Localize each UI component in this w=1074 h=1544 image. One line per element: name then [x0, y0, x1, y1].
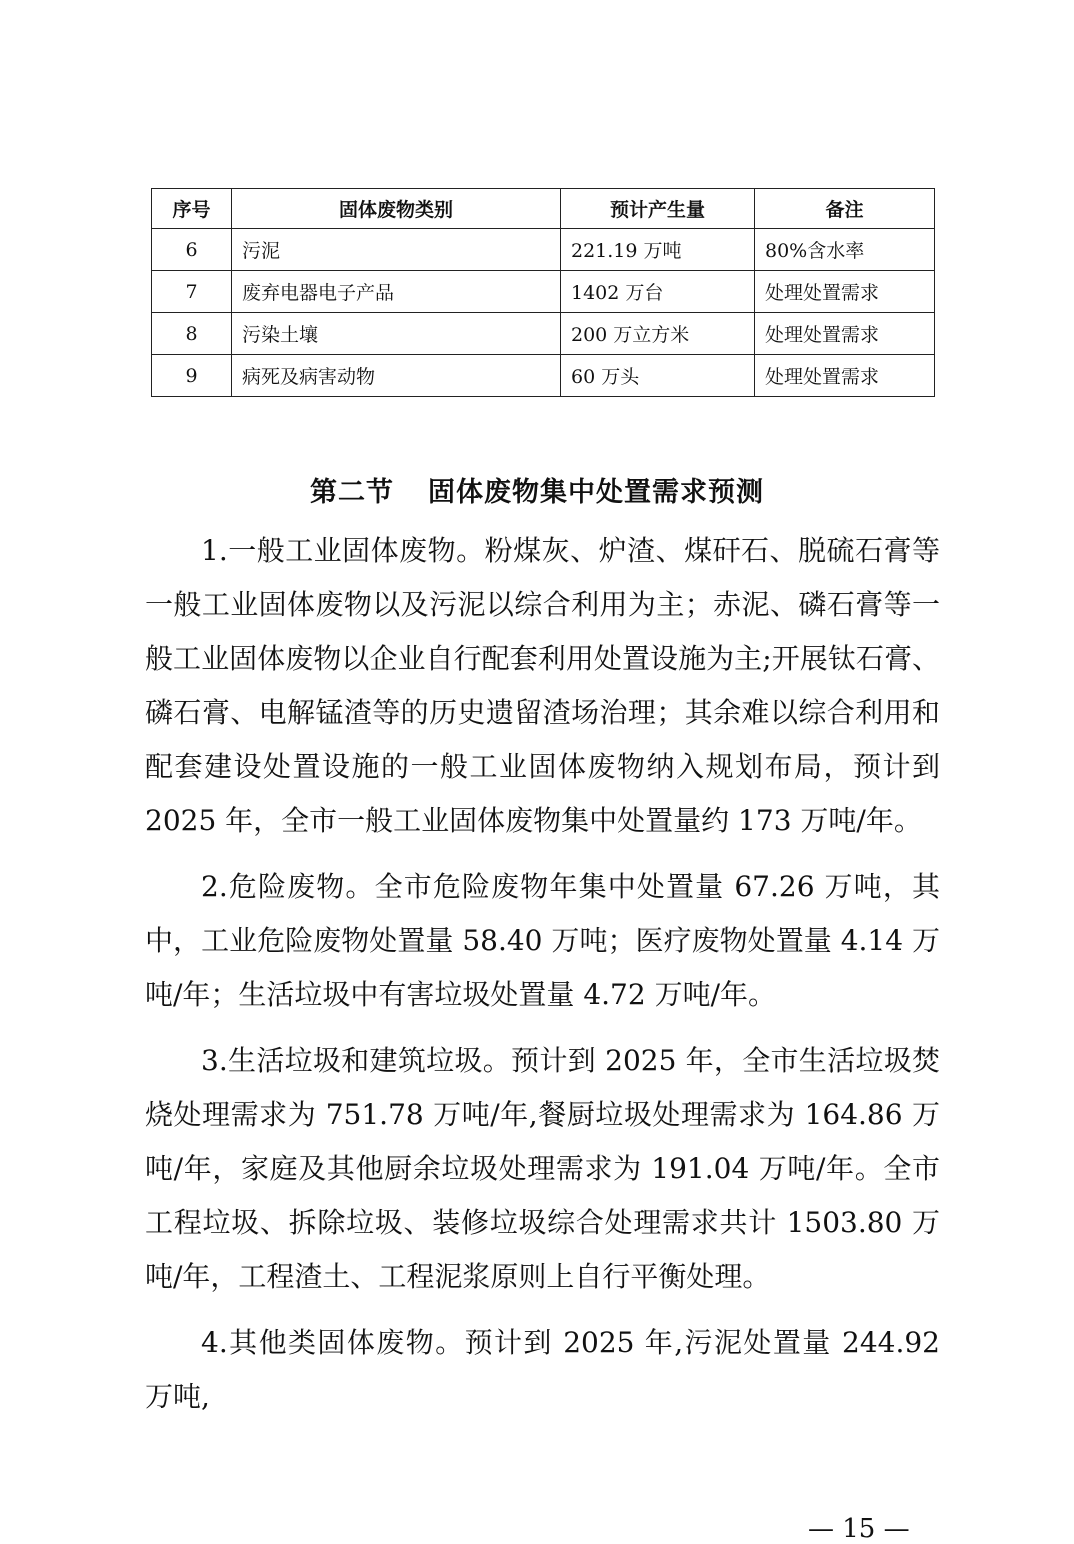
cell-category: 污泥: [232, 229, 561, 271]
page-number: — 15 —: [808, 1514, 910, 1544]
header-serial: 序号: [152, 189, 232, 229]
section-heading: [0, 470, 1074, 509]
cell-category: 病死及病害动物: [232, 355, 561, 397]
cell-serial: 9: [152, 355, 232, 397]
table-row: [152, 229, 935, 271]
header-amount: 预计产生量: [561, 189, 755, 229]
cell-serial: 7: [152, 271, 232, 313]
cell-amount: 1402 万台: [561, 271, 755, 313]
cell-serial: 6: [152, 229, 232, 271]
cell-note: 处理处置需求: [755, 355, 935, 397]
section-title: 固体废物集中处置需求预测: [428, 477, 764, 508]
header-note: 备注: [755, 189, 935, 229]
cell-category: 废弃电器电子产品: [232, 271, 561, 313]
table-header-row: [152, 189, 935, 229]
body-text: [145, 524, 940, 1436]
section-number: 第二节: [310, 477, 394, 508]
paragraph-industrial-waste: 1.一般工业固体废物。粉煤灰、炉渣、煤矸石、脱硫石膏等一般工业固体废物以及污泥以综合利用为主；赤泥、磷石膏等一般工业固体废物以企业自行配套利用处置设施为主;开展钛石膏、磷石膏、电解锰渣等的历史遗留渣场治理；其余难以综合利用和配套建设处置设施的一般工业固体废物纳入规划布局，预计到2025 年，全市一般工业固体废物集中处置量约 173 万吨/年。: [145, 534, 940, 837]
cell-amount: 200 万立方米: [561, 313, 755, 355]
cell-note: 处理处置需求: [755, 271, 935, 313]
cell-amount: 60 万头: [561, 355, 755, 397]
table-row: [152, 271, 935, 313]
cell-serial: 8: [152, 313, 232, 355]
header-category: 固体废物类别: [232, 189, 561, 229]
paragraph-hazardous-waste: 2.危险废物。全市危险废物年集中处置量 67.26 万吨，其中，工业危险废物处置量 58.40 万吨；医疗废物处置量 4.14 万吨/年；生活垃圾中有害垃圾处置量 4.72 万吨/年。: [145, 870, 940, 1011]
cell-note: 处理处置需求: [755, 313, 935, 355]
table-row: [152, 313, 935, 355]
paragraph-other-waste: 4.其他类固体废物。预计到 2025 年,污泥处置量 244.92 万吨,: [145, 1326, 940, 1413]
cell-category: 污染土壤: [232, 313, 561, 355]
table-row: [152, 355, 935, 397]
paragraph-domestic-construction-waste: 3.生活垃圾和建筑垃圾。预计到 2025 年，全市生活垃圾焚烧处理需求为 751.78 万吨/年,餐厨垃圾处理需求为 164.86 万吨/年，家庭及其他厨余垃圾处理需求为 191.04 万吨/年。全市工程垃圾、拆除垃圾、装修垃圾综合处理需求共计 1503.80 万吨/年，工程渣土、工程泥浆原则上自行平衡处理。: [145, 1044, 940, 1293]
cell-note: 80%含水率: [755, 229, 935, 271]
cell-amount: 221.19 万吨: [561, 229, 755, 271]
waste-forecast-table: [151, 188, 935, 397]
